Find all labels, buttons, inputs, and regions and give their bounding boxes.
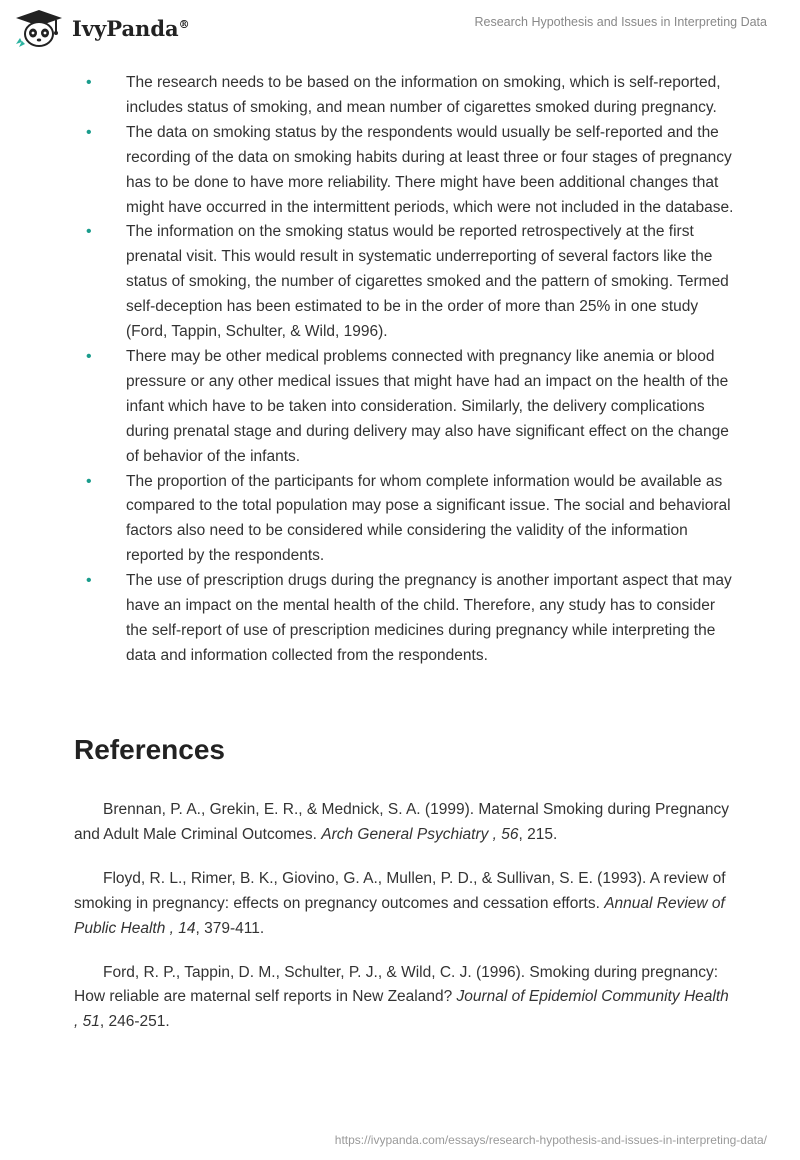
list-item xyxy=(86,470,736,570)
references-list xyxy=(74,798,734,1054)
bullet-text: The data on smoking status by the respondents would usually be self-reported and the recording of the data on smoking habits during at least three or four stages of pregnancy has to be done to have more reliability. There might have been additional changes that might have occurred in the intermittent periods, which were not included in the database. xyxy=(126,123,734,216)
page-header xyxy=(0,0,800,60)
reference-entry: Ford, R. P., Tappin, D. M., Schulter, P. J., & Wild, C. J. (1996). Smoking during pregnancy: How reliable are maternal self reports in New Zealand? Journal of Epidemiol Community Health , 51, 246-251. xyxy=(74,963,729,1031)
references-heading: References xyxy=(74,734,225,765)
bullet-icon: • xyxy=(86,123,92,141)
panda-graduate-icon xyxy=(12,8,66,48)
list-item xyxy=(86,220,736,345)
bullet-icon: • xyxy=(86,472,92,490)
bullet-icon: • xyxy=(86,347,92,365)
journal-name: Annual Review of Public Health , 14 xyxy=(74,894,725,937)
bullet-text: There may be other medical problems connected with pregnancy like anemia or blood pressure or any other medical issues that might have had an impact on the health of the infant which have to be taken into consideration. Similarly, the delivery complications during prenatal stage and during delivery may also have significant effect on the change of behavior of the infants. xyxy=(126,347,729,465)
brand-name: IvyPanda® xyxy=(72,15,190,41)
bullet-icon: • xyxy=(86,223,92,241)
journal-name: Arch General Psychiatry , 56 xyxy=(321,825,519,843)
list-item xyxy=(86,121,736,221)
source-url[interactable]: https://ivypanda.com/essays/research-hypothesis-and-issues-in-interpreting-data/ xyxy=(334,1133,767,1147)
bullet-text: The research needs to be based on the information on smoking, which is self-reported, includes status of smoking, and mean number of cigarettes smoked during pregnancy. xyxy=(126,74,721,116)
document-title: Research Hypothesis and Issues in Interpreting Data xyxy=(474,15,767,29)
bullet-text: The information on the smoking status would be reported retrospectively at the first prenatal visit. This would result in systematic underreporting of several factors like the status of smoking, the number of cigarettes smoked and the pattern of smoking. Termed self-deception has been estimated to be in the order of more than 25% in one study (Ford, Tappin, Schulter, & Wild, 1996). xyxy=(126,223,729,341)
bullet-text: The use of prescription drugs during the pregnancy is another important aspect that may have an impact on the mental health of the child. Therefore, any study has to consider the self-report of use of prescription medicines during pregnancy while interpreting the data and information collected from the respondents. xyxy=(126,572,732,664)
bullet-list xyxy=(86,71,736,669)
list-item xyxy=(86,71,736,121)
list-item xyxy=(86,569,736,669)
ivypanda-logo[interactable] xyxy=(12,8,190,48)
bullet-icon: • xyxy=(86,572,92,590)
bullet-text: The proportion of the participants for whom complete information would be available as compared to the total population may pose a significant issue. The social and behavioral factors also need to be considered while considering the validity of the information reported by the respondents. xyxy=(126,472,731,565)
list-item xyxy=(86,345,736,470)
bullet-icon: • xyxy=(86,74,92,91)
reference-entry: Floyd, R. L., Rimer, B. K., Giovino, G. A., Mullen, P. D., & Sullivan, S. E. (1993). A review of smoking in pregnancy: effects on pregnancy outcomes and cessation efforts. Annual Review of Public Health , 14, 379-411. xyxy=(74,869,726,937)
journal-name: Journal of Epidemiol Community Health , 51 xyxy=(74,988,729,1031)
reference-entry: Brennan, P. A., Grekin, E. R., & Mednick, S. A. (1999). Maternal Smoking during Pregnancy and Adult Male Criminal Outcomes. Arch General Psychiatry , 56, 215. xyxy=(74,801,730,843)
